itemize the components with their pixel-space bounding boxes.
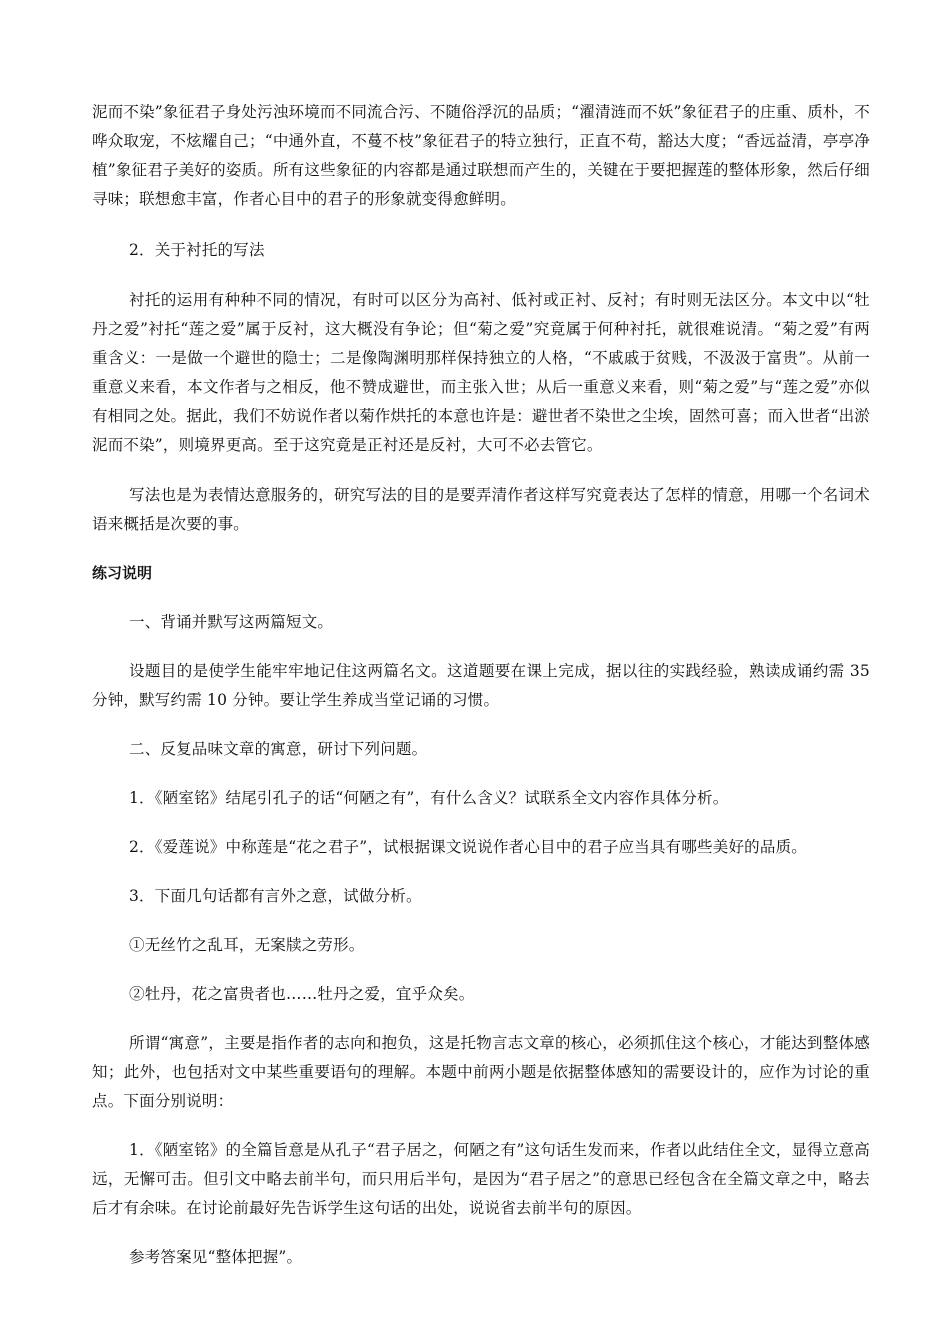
paragraph-loushiming-explanation: 1．《陋室铭》的全篇旨意是从孔子“君子居之，何陋之有”这句话生发而来，作者以此结住全文，显得立意高远，无懈可击。但引文中略去前半句，而只用后半句，是因为“君子居之”的意思已经包含在全篇文章之中，略去后才有余味。在讨论前最好先告诉学生这句话的出处，说说省去前半句的原因。 bbox=[92, 1141, 870, 1217]
exercise-one-title: 一、背诵并默写这两篇短文。 bbox=[129, 613, 334, 631]
exercise-two-title: 二、反复品味文章的寓意，研讨下列问题。 bbox=[129, 740, 428, 758]
document-page bbox=[92, 98, 870, 1272]
paragraph-contrast-analysis: 衬托的运用有种种不同的情况，有时可以区分为高衬、低衬或正衬、反衬；有时则无法区分。本文中以“牡丹之爱”衬托“莲之爱”属于反衬，这大概没有争论；但“菊之爱”究竟属于何种衬托，就很难说清。“菊之爱”有两重含义：一是做一个避世的隐士；二是像陶渊明那样保持独立的人格，“不戚戚于贫贱，不汲汲于富贵”。从前一重意义来看，本文作者与之相反，他不赞成避世，而主张入世；从后一重意义来看，则“菊之爱”与“莲之爱”亦似有相同之处。据此，我们不妨说作者以菊作烘托的本意也许是：避世者不染世之尘埃，固然可喜；而入世者“出淤泥而不染”，则境界更高。至于这究竟是正衬还是反衬，大可不必去管它。 bbox=[92, 291, 870, 454]
question-one: 1．《陋室铭》结尾引孔子的话“何陋之有”，有什么含义？试联系全文内容作具体分析。 bbox=[129, 789, 729, 807]
question-three: 3．下面几句话都有言外之意，试做分析。 bbox=[129, 887, 422, 905]
paragraph-implied-meaning: 所谓“寓意”，主要是指作者的志向和抱负，这是托物言志文章的核心，必须抓住这个核心，才能达到整体感知；此外，也包括对文中某些重要语句的理解。本题中前两小题是依据整体感知的需要设计的，应作为讨论的重点。下面分别说明： bbox=[92, 1034, 870, 1110]
section-heading-exercises: 练习说明 bbox=[92, 564, 153, 582]
exercise-one-explanation: 设题目的是使学生能牢牢地记住这两篇名文。这道题要在课上完成，据以往的实践经验，熟读成诵约需 35 分钟，默写约需 10 分钟。要让学生养成当堂记诵的习惯。 bbox=[92, 662, 870, 709]
paragraph-lotus-symbolism: 泥而不染”象征君子身处污浊环境而不同流合污、不随俗浮沉的品质；“濯清涟而不妖”象征君子的庄重、质朴，不哗众取宠，不炫耀自己；“中通外直，不蔓不枝”象征君子的特立独行，正直不苟，豁达大度；“香远益清，亭亭净植”象征君子美好的姿质。所有这些象征的内容都是通过联想而产生的，关键在于要把握莲的整体形象，然后仔细寻味；联想愈丰富，作者心目中的君子的形象就变得愈鲜明。 bbox=[92, 103, 870, 208]
question-two: 2．《爱莲说》中称莲是“花之君子”，试根据课文说说作者心目中的君子应当具有哪些美好的品质。 bbox=[129, 838, 807, 856]
reference-answer-note: 参考答案见“整体把握”。 bbox=[129, 1248, 303, 1266]
paragraph-writing-purpose: 写法也是为表情达意服务的，研究写法的目的是要弄清作者这样写究竟表达了怎样的情意，用哪一个名词术语来概括是次要的事。 bbox=[92, 486, 870, 533]
quote-two: ②牡丹，花之富贵者也……牡丹之爱，宜乎众矣。 bbox=[129, 985, 475, 1003]
subheading-contrast-technique: 2．关于衬托的写法 bbox=[129, 241, 265, 259]
quote-one: ①无丝竹之乱耳，无案牍之劳形。 bbox=[129, 936, 365, 954]
